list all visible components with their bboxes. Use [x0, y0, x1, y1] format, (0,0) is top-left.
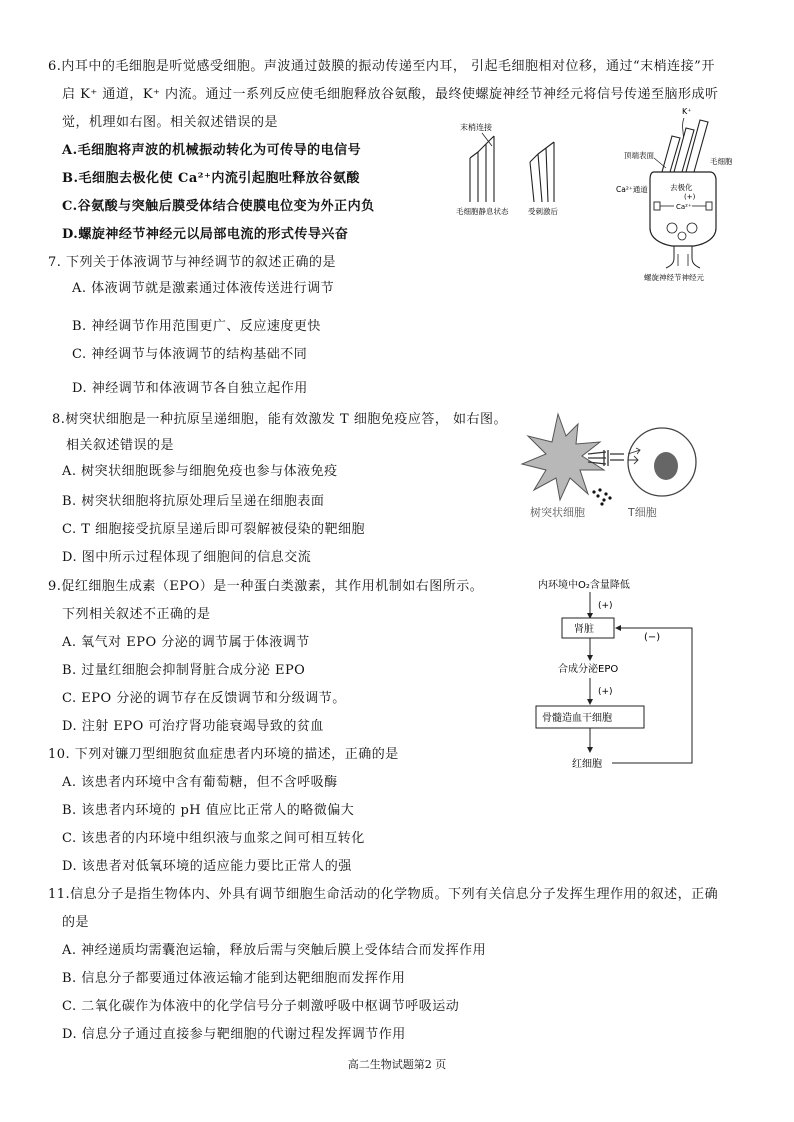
q6-option-a: A.毛细胞将声波的机械振动转化为可传导的电信号 [62, 143, 362, 158]
q6-option-b: B.毛细胞去极化使 Ca²⁺内流引起胞吐释放谷氨酸 [62, 171, 360, 186]
q7-option-a: A. 体液调节就是激素通过体液传送进行调节 [72, 281, 335, 296]
q10-option-a: A. 该患者内环境中含有葡萄糖，但不含呼吸酶 [62, 775, 338, 790]
q11-option-b: B. 信息分子都要通过体液运输才能到达靶细胞而发挥作用 [62, 971, 406, 986]
q6-label-tip-link: 末梢连接 [460, 123, 492, 132]
q8-label-dendritic-cell: 树突状细胞 [530, 506, 585, 518]
q6-label-hair-cell: 毛细胞 [710, 157, 733, 166]
q6-option-c: C.谷氨酸与突触后膜受体结合使膜电位变为外正内负 [62, 199, 375, 214]
q9-fig-top: 内环境中O₂含量降低 [538, 580, 630, 591]
q7-option-b: B. 神经调节作用范围更广、反应速度更快 [72, 319, 321, 334]
q11-option-a: A. 神经递质均需囊泡运输，释放后需与突触后膜上受体结合而发挥作用 [62, 943, 487, 958]
q7-stem: 7. 下列关于体液调节与神经调节的叙述正确的是 [48, 255, 337, 270]
q8-option-b: B. 树突状细胞将抗原处理后呈递在细胞表面 [62, 494, 325, 509]
page-footer: 高二生物试题第2 页 [347, 1058, 447, 1071]
q6-label-top-surface: 顶端表面 [624, 151, 654, 160]
q9-option-b: B. 过量红细胞会抑制肾脏合成分泌 EPO [62, 663, 306, 678]
q6-label-stimulated: 受刺激后 [528, 207, 558, 216]
q6-label-k: K⁺ [682, 107, 692, 116]
q6-stem-line2: 启 K⁺ 通道，K⁺ 内流。通过一系列反应使毛细胞释放谷氨酸，最终使螺旋神经节神经元将信号传递至脑形成听 [62, 87, 719, 102]
q9-option-d: D. 注射 EPO 可治疗肾功能衰竭导致的贫血 [62, 719, 324, 734]
q11-option-c: C. 二氧化碳作为体液中的化学信号分子刺激呼吸中枢调节呼吸运动 [62, 999, 460, 1014]
q10-option-c: C. 该患者的内环境中组织液与血浆之间可相互转化 [62, 831, 365, 846]
q6-label-neuron: 螺旋神经节神经元 [644, 273, 704, 282]
q7-option-c: C. 神经调节与体液调节的结构基础不同 [72, 347, 308, 362]
q6-label-plus: (+) [684, 193, 696, 201]
q11-stem-line2: 的是 [62, 915, 90, 930]
q10-option-b: B. 该患者内环境的 pH 值应比正常人的略微偏大 [62, 803, 355, 818]
q6-hair-cell-figure [448, 106, 748, 284]
q8-dendritic-t-cell-figure [520, 404, 710, 518]
q8-option-a: A. 树突状细胞既参与细胞免疫也参与体液免疫 [62, 464, 338, 479]
q8-option-d: D. 图中所示过程体现了细胞间的信息交流 [62, 550, 312, 565]
q6-label-depolarization: 去极化 [670, 183, 693, 192]
q10-option-d: D. 该患者对低氧环境的适应能力要比正常人的强 [62, 859, 352, 874]
q6-stem-line1: 6.内耳中的毛细胞是听觉感受细胞。声波通过鼓膜的振动传递至内耳， 引起毛细胞相对位移，通过“末梢连接”开 [48, 59, 715, 74]
q6-stem-line3: 觉，机理如右图。相关叙述错误的是 [62, 115, 279, 130]
q6-label-ca-channel: Ca²⁺通道 [616, 185, 648, 194]
q8-label-t-cell: T细胞 [628, 506, 657, 518]
q9-option-c: C. EPO 分泌的调节存在反馈调节和分级调节。 [62, 691, 346, 706]
q11-stem-line1: 11.信息分子是指生物体内、外具有调节细胞生命活动的化学物质。下列有关信息分子发挥生理作用的叙述，正确 [48, 887, 719, 902]
q9-fig-epo: 合成分泌EPO [558, 664, 619, 675]
q8-stem-line1: 8.树突状细胞是一种抗原呈递细胞，能有效激发 T 细胞免疫应答， 如右图。 [52, 412, 507, 427]
q10-stem: 10. 下列对镰刀型细胞贫血症患者内环境的描述，正确的是 [48, 747, 399, 762]
q6-label-resting: 毛细胞静息状态 [456, 207, 509, 216]
q7-option-d: D. 神经调节和体液调节各自独立起作用 [72, 381, 308, 396]
q8-stem-line2: 相关叙述错误的是 [66, 438, 175, 453]
q9-option-a: A. 氧气对 EPO 分泌的调节属于体液调节 [62, 635, 310, 650]
q9-stem-line2: 下列相关叙述不正确的是 [62, 607, 211, 622]
q9-fig-stem-cell: 骨髓造血干细胞 [542, 713, 612, 724]
q9-fig-kidney: 肾脏 [574, 624, 594, 635]
q9-fig-plus2: (+) [598, 687, 613, 697]
q9-fig-rbc: 红细胞 [572, 759, 602, 770]
q9-fig-plus1: (+) [598, 601, 613, 611]
q9-epo-flowchart [530, 574, 706, 774]
q9-fig-minus: (−) [644, 632, 661, 643]
q9-stem-line1: 9.促红细胞生成素（EPO）是一种蛋白类激素，其作用机制如右图所示。 [48, 579, 484, 594]
q11-option-d: D. 信息分子通过直接参与靶细胞的代谢过程发挥调节作用 [62, 1027, 406, 1042]
q6-label-ca: Ca²⁺ [676, 203, 692, 211]
q8-option-c: C. T 细胞接受抗原呈递后即可裂解被侵染的靶细胞 [62, 522, 366, 537]
q6-option-d: D.螺旋神经节神经元以局部电流的形式传导兴奋 [62, 227, 349, 242]
